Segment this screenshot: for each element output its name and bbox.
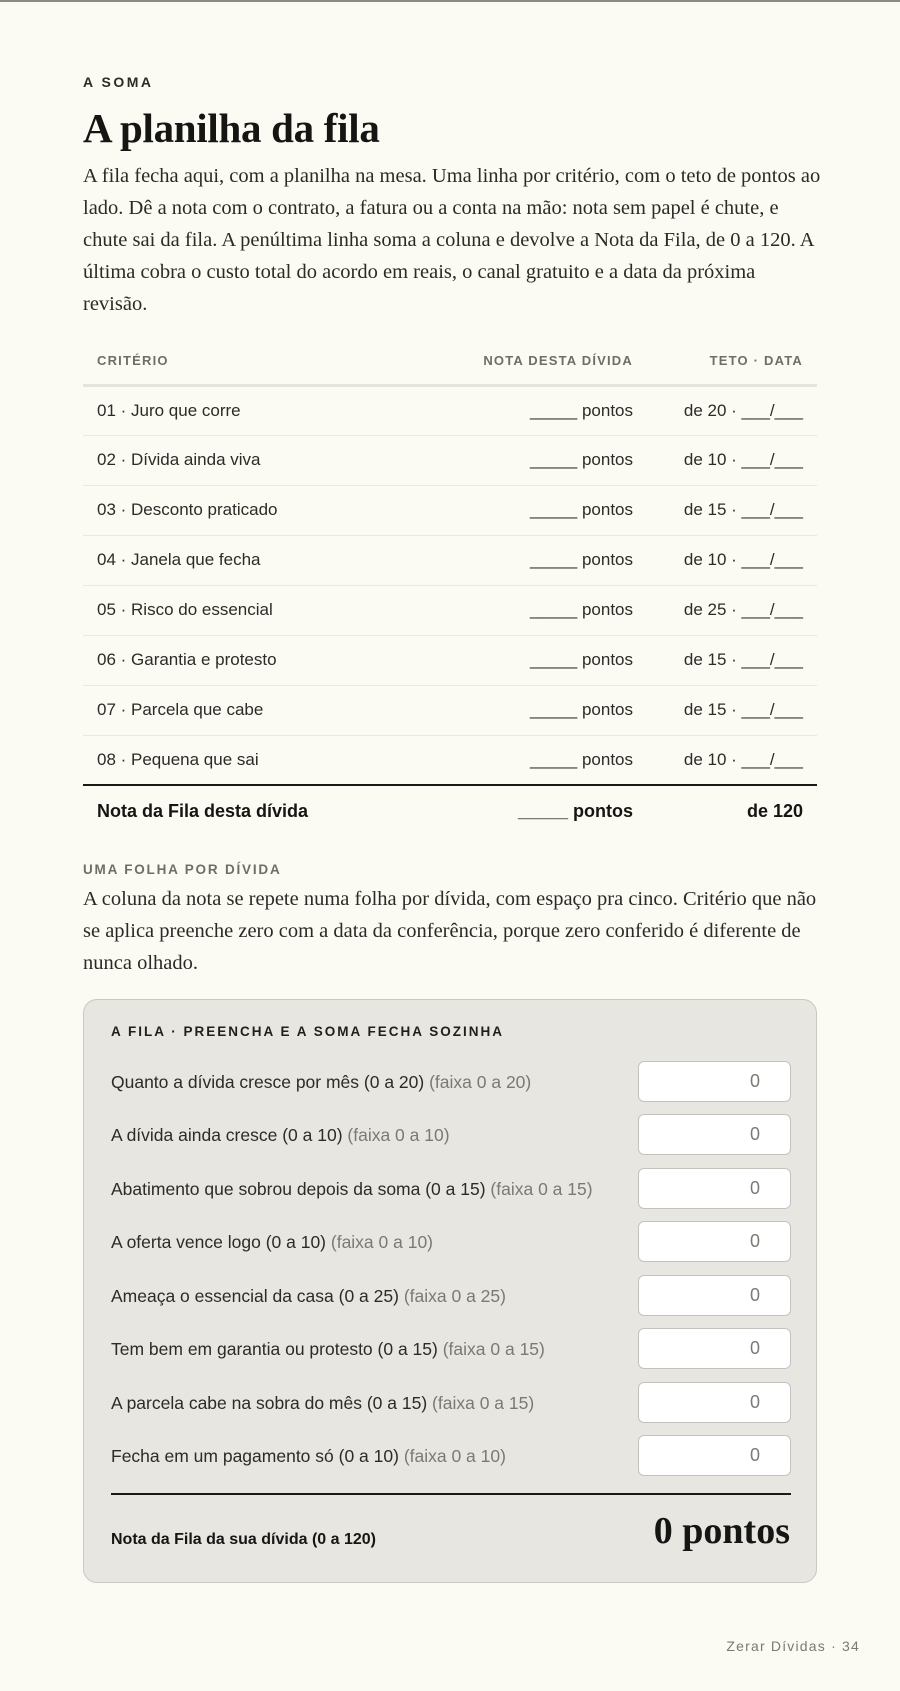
calculator-field-row bbox=[111, 1168, 791, 1210]
field-range: (faixa 0 a 10) bbox=[330, 1232, 434, 1252]
row-criterion: 05 · Risco do essencial bbox=[83, 585, 383, 635]
page-title: A planilha da fila bbox=[83, 105, 380, 151]
calculator-divider bbox=[111, 1493, 791, 1495]
score-calculator bbox=[83, 999, 817, 1583]
field-label: Abatimento que sobrou depois da soma (0 a 15) (faixa 0 a 15) bbox=[111, 1179, 593, 1199]
row-cap: de 15 · ___/___ bbox=[647, 685, 817, 735]
calculator-field-row bbox=[111, 1275, 791, 1317]
row-criterion: 07 · Parcela que cabe bbox=[83, 685, 383, 735]
header-score: NOTA DESTA DÍVIDA bbox=[383, 339, 647, 385]
intro-paragraph: A fila fecha aqui, com a planilha na mesa. Uma linha por critério, com o teto de pontos ao lado. Dê a nota com o contrato, a fatura ou a conta na mão: nota sem papel é chute, e chute sai da fila. A penúltima linha soma a coluna e devolve a Nota da Fila, de 0 a 120. A última cobra o custo total do acordo em reais, o canal gratuito e a data da próxima revisão. bbox=[83, 165, 821, 315]
field-range: (faixa 0 a 15) bbox=[442, 1339, 545, 1359]
note-paragraph: A coluna da nota se repete numa folha por dívida, com espaço pra cinco. Critério que não se aplica preenche zero com a data da conferência, porque zero conferido é diferente de nunca olhado. bbox=[83, 888, 817, 974]
table-row bbox=[83, 635, 817, 685]
field-label: A parcela cabe na sobra do mês (0 a 15) (faixa 0 a 15) bbox=[111, 1393, 535, 1413]
row-score: _____ pontos bbox=[383, 535, 647, 585]
field-label: Quanto a dívida cresce por mês (0 a 20) (faixa 0 a 20) bbox=[111, 1072, 532, 1092]
table-row bbox=[83, 435, 817, 485]
score-input[interactable]: 0 bbox=[638, 1168, 791, 1209]
calculator-field-row bbox=[111, 1061, 791, 1103]
calculator-field-row bbox=[111, 1114, 791, 1156]
row-criterion: 02 · Dívida ainda viva bbox=[83, 435, 383, 485]
calculator-field-row bbox=[111, 1328, 791, 1370]
header-cap: TETO · DATA bbox=[647, 339, 817, 385]
score-input[interactable]: 0 bbox=[638, 1221, 791, 1262]
row-cap: de 10 · ___/___ bbox=[647, 435, 817, 485]
row-criterion: 08 · Pequena que sai bbox=[83, 735, 383, 785]
row-score: _____ pontos bbox=[383, 435, 647, 485]
score-input[interactable]: 0 bbox=[638, 1382, 791, 1423]
field-label: Fecha em um pagamento só (0 a 10) (faixa 0 a 10) bbox=[111, 1446, 506, 1466]
score-input[interactable]: 0 bbox=[638, 1114, 791, 1155]
row-score: _____ pontos bbox=[383, 485, 647, 535]
field-range: (faixa 0 a 25) bbox=[403, 1286, 506, 1306]
score-input[interactable]: 0 bbox=[638, 1275, 791, 1316]
total-cap: de 120 bbox=[746, 801, 803, 821]
field-range: (faixa 0 a 10) bbox=[403, 1446, 506, 1466]
table-header-row bbox=[83, 339, 817, 385]
row-score: _____ pontos bbox=[383, 735, 647, 785]
field-range: (faixa 0 a 15) bbox=[432, 1393, 535, 1413]
row-criterion: 03 · Desconto praticado bbox=[83, 485, 383, 535]
field-range: (faixa 0 a 20) bbox=[429, 1072, 532, 1092]
row-cap: de 10 · ___/___ bbox=[647, 535, 817, 585]
top-rule bbox=[0, 0, 900, 2]
row-score: _____ pontos bbox=[383, 685, 647, 735]
table-row bbox=[83, 385, 817, 435]
row-score: _____ pontos bbox=[383, 585, 647, 635]
table-row bbox=[83, 585, 817, 635]
calculator-field-row bbox=[111, 1435, 791, 1477]
table-row bbox=[83, 685, 817, 735]
field-label: Tem bem em garantia ou protesto (0 a 15) (faixa 0 a 15) bbox=[111, 1339, 545, 1359]
row-score: _____ pontos bbox=[383, 635, 647, 685]
calculator-title: A FILA · PREENCHA E A SOMA FECHA SOZINHA bbox=[111, 1024, 504, 1039]
row-criterion: 06 · Garantia e protesto bbox=[83, 635, 383, 685]
scoring-table bbox=[83, 339, 817, 837]
score-input[interactable]: 0 bbox=[638, 1061, 791, 1102]
score-input[interactable]: 0 bbox=[638, 1328, 791, 1369]
sub-kicker: UMA FOLHA POR DÍVIDA bbox=[83, 862, 282, 877]
calculator-total-label: Nota da Fila da sua dívida (0 a 120) bbox=[111, 1531, 376, 1548]
field-range: (faixa 0 a 15) bbox=[490, 1179, 593, 1199]
total-label: Nota da Fila desta dívida bbox=[97, 801, 309, 821]
field-label: A oferta vence logo (0 a 10) (faixa 0 a 10) bbox=[111, 1232, 434, 1252]
row-cap: de 20 · ___/___ bbox=[647, 385, 817, 435]
table-row bbox=[83, 735, 817, 785]
row-cap: de 25 · ___/___ bbox=[647, 585, 817, 635]
header-criterion: CRITÉRIO bbox=[83, 339, 383, 385]
row-score: _____ pontos bbox=[383, 385, 647, 435]
calculator-total-value: 0 pontos bbox=[653, 1510, 790, 1552]
total-score: _____ pontos bbox=[517, 801, 633, 821]
section-kicker: A SOMA bbox=[83, 74, 154, 90]
calculator-field-row bbox=[111, 1221, 791, 1263]
page-footer: Zerar Dívidas · 34 bbox=[726, 1638, 860, 1654]
table-row bbox=[83, 485, 817, 535]
table-total-row bbox=[83, 785, 817, 837]
field-label: Ameaça o essencial da casa (0 a 25) (faixa 0 a 25) bbox=[111, 1286, 506, 1306]
row-cap: de 15 · ___/___ bbox=[647, 635, 817, 685]
table-row bbox=[83, 535, 817, 585]
field-range: (faixa 0 a 10) bbox=[347, 1125, 450, 1145]
row-criterion: 04 · Janela que fecha bbox=[83, 535, 383, 585]
row-cap: de 10 · ___/___ bbox=[647, 735, 817, 785]
calculator-field-row bbox=[111, 1382, 791, 1424]
row-cap: de 15 · ___/___ bbox=[647, 485, 817, 535]
row-criterion: 01 · Juro que corre bbox=[83, 385, 383, 435]
score-input[interactable]: 0 bbox=[638, 1435, 791, 1476]
field-label: A dívida ainda cresce (0 a 10) (faixa 0 a 10) bbox=[111, 1125, 450, 1145]
